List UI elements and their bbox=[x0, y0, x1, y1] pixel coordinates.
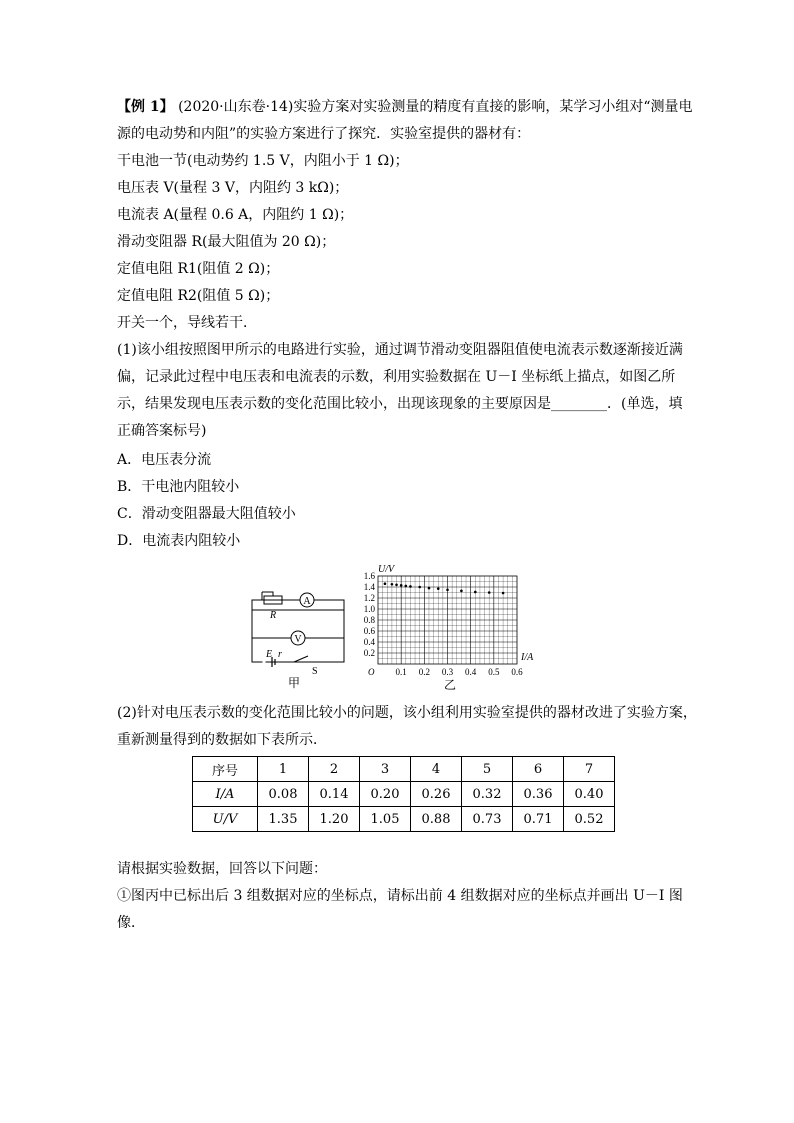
equipment-item: 干电池一节(电动势约 1.5 V，内阻小于 1 Ω)； bbox=[117, 153, 409, 169]
equipment-item: 开关一个，导线若干． bbox=[117, 315, 257, 331]
table-cell: 1.20 bbox=[309, 807, 360, 832]
data-point bbox=[460, 590, 463, 593]
ammeter-label: A bbox=[303, 596, 311, 607]
table-cell: 0.40 bbox=[564, 782, 615, 807]
equipment-item: 定值电阻 R1(阻值 2 Ω)； bbox=[117, 261, 280, 277]
data-point bbox=[488, 591, 491, 594]
table-cell: 4 bbox=[411, 757, 462, 782]
after-line-3: 像． bbox=[117, 915, 145, 931]
intro-line-2: 源的电动势和内阻”的实验方案进行了探究．实验室提供的器材有： bbox=[117, 126, 531, 142]
x-tick-labels bbox=[396, 667, 524, 677]
table-cell: 0.32 bbox=[462, 782, 513, 807]
circuit-caption: 甲 bbox=[287, 676, 301, 690]
y-tick-labels bbox=[364, 571, 376, 658]
after-line-2: ①图丙中已标出后 3 组数据对应的坐标点，请标出前 4 组数据对应的坐标点并画出 U－I 图 bbox=[117, 888, 683, 904]
table-cell: 6 bbox=[513, 757, 564, 782]
x-axis-label: I/A bbox=[521, 652, 534, 663]
data-point bbox=[502, 592, 505, 595]
table-cell: 0.36 bbox=[513, 782, 564, 807]
table-cell: 0.71 bbox=[513, 807, 564, 832]
x-tick-label: 0.4 bbox=[465, 667, 477, 677]
data-point bbox=[391, 583, 394, 586]
y-axis-label: U/V bbox=[378, 564, 395, 575]
table-header-cell: U/V bbox=[193, 807, 258, 832]
table-row bbox=[193, 757, 615, 782]
after-line-1: 请根据实验数据，回答以下问题： bbox=[117, 861, 327, 877]
source-citation: (2020·山东卷·14) bbox=[178, 99, 294, 115]
y-tick-label: 0.4 bbox=[363, 637, 375, 647]
table-row bbox=[193, 782, 615, 807]
data-table bbox=[192, 756, 615, 832]
q1-line-3: 示，结果发现电压表示数的变化范围比较小，出现该现象的主要原因是________．(单选，填 bbox=[117, 396, 683, 412]
table-cell: 7 bbox=[564, 757, 615, 782]
option-a: A．电压表分流 bbox=[117, 452, 212, 468]
table-cell: 0.52 bbox=[564, 807, 615, 832]
y-tick-label: 1.2 bbox=[363, 593, 375, 603]
intro-text: 实验方案对实验测量的精度有直接的影响，某学习小组对“测量电 bbox=[293, 99, 693, 115]
q1-line-2: 偏，记录此过程中电压表和电流表的示数，利用实验数据在 U－I 坐标纸上描点，如图乙所 bbox=[117, 369, 676, 385]
equipment-item: 滑动变阻器 R(最大阻值为 20 Ω)； bbox=[117, 234, 336, 250]
graph-caption: 乙 bbox=[443, 678, 457, 692]
data-point bbox=[474, 591, 477, 594]
x-tick-label: 0.2 bbox=[418, 667, 430, 677]
intro-line-1 bbox=[117, 98, 693, 116]
equipment-item: 电流表 A(量程 0.6 A，内阻约 1 Ω)； bbox=[117, 207, 354, 223]
table-cell: 0.14 bbox=[309, 782, 360, 807]
y-tick-label: 1.0 bbox=[363, 604, 375, 614]
x-tick-label: 0.3 bbox=[441, 667, 454, 677]
table-cell: 0.08 bbox=[258, 782, 309, 807]
table-cell: 0.20 bbox=[360, 782, 411, 807]
data-point bbox=[409, 585, 412, 588]
table-cell: 1.35 bbox=[258, 807, 309, 832]
table-header-cell: I/A bbox=[193, 782, 258, 807]
data-point bbox=[405, 585, 408, 588]
table-cell: 3 bbox=[360, 757, 411, 782]
equipment-item: 电压表 V(量程 3 V，内阻约 3 kΩ)； bbox=[117, 180, 349, 196]
equipment-item: 定值电阻 R2(阻值 5 Ω)； bbox=[117, 288, 280, 304]
table-cell: 0.26 bbox=[411, 782, 462, 807]
data-point bbox=[428, 587, 431, 590]
example-tag: 【例 1】 bbox=[117, 99, 174, 115]
data-point bbox=[400, 584, 403, 587]
table-cell: 0.88 bbox=[411, 807, 462, 832]
y-tick-label: 0.8 bbox=[363, 615, 375, 625]
table-cell: 5 bbox=[462, 757, 513, 782]
switch-label: S bbox=[312, 666, 318, 677]
option-b: B．干电池内阻较小 bbox=[117, 479, 240, 495]
x-tick-label: 0.6 bbox=[511, 667, 523, 677]
table-row bbox=[193, 807, 615, 832]
y-tick-label: 0.2 bbox=[363, 648, 375, 658]
data-point bbox=[418, 586, 421, 589]
x-tick-label: 0.1 bbox=[395, 667, 407, 677]
figure-group bbox=[240, 562, 540, 692]
data-point bbox=[395, 584, 398, 587]
data-point bbox=[384, 582, 387, 585]
table-header-cell: 序号 bbox=[193, 757, 258, 782]
table-cell: 0.73 bbox=[462, 807, 513, 832]
rheostat-label: R bbox=[270, 610, 277, 621]
option-d: D．电流表内阻较小 bbox=[117, 533, 241, 549]
data-point bbox=[446, 588, 449, 591]
table-cell: 1.05 bbox=[360, 807, 411, 832]
q1-line-1: (1)该小组按照图甲所示的电路进行实验，通过调节滑动变阻器阻值使电流表示数逐渐接近满 bbox=[117, 342, 683, 358]
q1-line-4: 正确答案标号) bbox=[117, 423, 207, 439]
origin-label: O bbox=[368, 667, 375, 677]
table-cell: 2 bbox=[309, 757, 360, 782]
ui-graph bbox=[364, 571, 523, 677]
x-tick-label: 0.5 bbox=[488, 667, 500, 677]
q2-line-2: 重新测量得到的数据如下表所示． bbox=[117, 732, 327, 748]
y-tick-label: 1.4 bbox=[363, 582, 375, 592]
voltmeter-label: V bbox=[294, 634, 302, 645]
y-tick-label: 0.6 bbox=[363, 626, 375, 636]
emf-label: E bbox=[266, 649, 273, 660]
q2-line-1: (2)针对电压表示数的变化范围比较小的问题，该小组利用实验室提供的器材改进了实验方案， bbox=[117, 705, 697, 721]
internal-resistance-label: r bbox=[278, 649, 282, 660]
option-c: C．滑动变阻器最大阻值较小 bbox=[117, 506, 296, 522]
y-tick-label: 1.6 bbox=[363, 571, 375, 581]
data-point bbox=[437, 587, 440, 590]
table-cell: 1 bbox=[258, 757, 309, 782]
